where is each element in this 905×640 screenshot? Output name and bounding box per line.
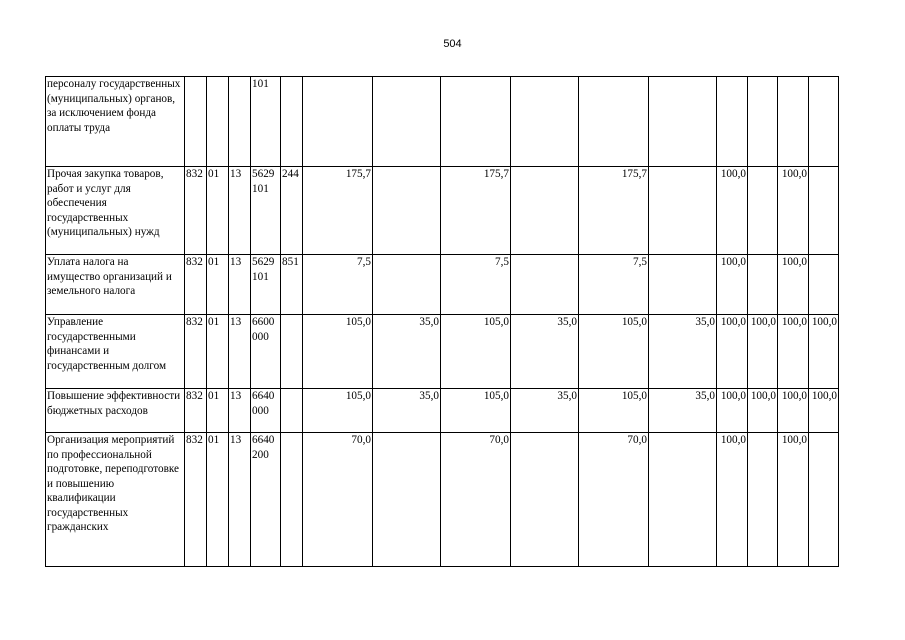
- value-2-cell: [373, 77, 441, 167]
- value-5-cell: [579, 77, 649, 167]
- row-name-cell: Управление государственными финансами и государственным долгом: [46, 315, 185, 389]
- code-section-cell: 01: [207, 167, 229, 255]
- value-5-cell: 175,7: [579, 167, 649, 255]
- code-section-cell: 01: [207, 255, 229, 315]
- value-6-cell: [649, 255, 717, 315]
- percent-1-cell: 100,0: [717, 167, 748, 255]
- value-4-cell: [511, 167, 579, 255]
- code-expense-type-cell: 244: [281, 167, 303, 255]
- value-2-cell: [373, 167, 441, 255]
- code-article-cell: 6640 000: [251, 389, 281, 433]
- percent-4-cell: [809, 433, 839, 567]
- code-gl-cell: [185, 77, 207, 167]
- value-3-cell: 105,0: [441, 315, 511, 389]
- row-name-cell: Прочая закупка товаров, работ и услуг для обеспечения государственных (муниципальных) нужд: [46, 167, 185, 255]
- code-article-cell: 101: [251, 77, 281, 167]
- value-5-cell: 105,0: [579, 315, 649, 389]
- percent-3-cell: [778, 77, 809, 167]
- percent-2-cell: [748, 77, 778, 167]
- row-name-cell: Повышение эффективности бюджетных расходов: [46, 389, 185, 433]
- percent-1-cell: 100,0: [717, 315, 748, 389]
- value-5-cell: 105,0: [579, 389, 649, 433]
- value-4-cell: 35,0: [511, 389, 579, 433]
- code-subsection-cell: 13: [229, 389, 251, 433]
- value-1-cell: 175,7: [303, 167, 373, 255]
- code-section-cell: 01: [207, 315, 229, 389]
- percent-2-cell: 100,0: [748, 315, 778, 389]
- value-3-cell: 175,7: [441, 167, 511, 255]
- value-6-cell: [649, 167, 717, 255]
- table-row: [46, 389, 839, 433]
- budget-table: [45, 76, 839, 567]
- value-5-cell: 7,5: [579, 255, 649, 315]
- value-2-cell: [373, 433, 441, 567]
- table-row: [46, 433, 839, 567]
- value-4-cell: 35,0: [511, 315, 579, 389]
- value-1-cell: 105,0: [303, 389, 373, 433]
- percent-3-cell: 100,0: [778, 315, 809, 389]
- percent-2-cell: [748, 167, 778, 255]
- percent-2-cell: [748, 433, 778, 567]
- value-4-cell: [511, 433, 579, 567]
- value-2-cell: [373, 255, 441, 315]
- percent-1-cell: 100,0: [717, 433, 748, 567]
- value-2-cell: 35,0: [373, 315, 441, 389]
- code-expense-type-cell: [281, 389, 303, 433]
- percent-3-cell: 100,0: [778, 433, 809, 567]
- code-subsection-cell: 13: [229, 315, 251, 389]
- code-gl-cell: 832: [185, 315, 207, 389]
- code-article-cell: 5629 101: [251, 167, 281, 255]
- code-section-cell: 01: [207, 433, 229, 567]
- code-article-cell: 5629 101: [251, 255, 281, 315]
- table-row: [46, 315, 839, 389]
- percent-4-cell: 100,0: [809, 389, 839, 433]
- percent-3-cell: 100,0: [778, 389, 809, 433]
- value-4-cell: [511, 255, 579, 315]
- code-expense-type-cell: [281, 433, 303, 567]
- code-subsection-cell: 13: [229, 167, 251, 255]
- code-subsection-cell: 13: [229, 255, 251, 315]
- value-3-cell: 7,5: [441, 255, 511, 315]
- table-row: [46, 77, 839, 167]
- value-2-cell: 35,0: [373, 389, 441, 433]
- code-article-cell: 6600 000: [251, 315, 281, 389]
- percent-1-cell: 100,0: [717, 255, 748, 315]
- value-6-cell: 35,0: [649, 315, 717, 389]
- value-6-cell: 35,0: [649, 389, 717, 433]
- table-row: [46, 167, 839, 255]
- value-6-cell: [649, 77, 717, 167]
- code-expense-type-cell: [281, 77, 303, 167]
- value-1-cell: 7,5: [303, 255, 373, 315]
- code-section-cell: [207, 77, 229, 167]
- code-expense-type-cell: [281, 315, 303, 389]
- value-1-cell: 105,0: [303, 315, 373, 389]
- table-row: [46, 255, 839, 315]
- percent-2-cell: 100,0: [748, 389, 778, 433]
- percent-4-cell: [809, 77, 839, 167]
- value-1-cell: [303, 77, 373, 167]
- value-3-cell: 105,0: [441, 389, 511, 433]
- code-gl-cell: 832: [185, 433, 207, 567]
- percent-1-cell: [717, 77, 748, 167]
- code-gl-cell: 832: [185, 167, 207, 255]
- percent-3-cell: 100,0: [778, 167, 809, 255]
- code-gl-cell: 832: [185, 389, 207, 433]
- value-5-cell: 70,0: [579, 433, 649, 567]
- code-subsection-cell: 13: [229, 433, 251, 567]
- row-name-cell: Организация мероприятий по профессиональной подготовке, переподготовке и повышению квалификации государственных гражданских: [46, 433, 185, 567]
- percent-2-cell: [748, 255, 778, 315]
- value-3-cell: [441, 77, 511, 167]
- value-4-cell: [511, 77, 579, 167]
- row-name-cell: Уплата налога на имущество организаций и земельного налога: [46, 255, 185, 315]
- code-gl-cell: 832: [185, 255, 207, 315]
- code-section-cell: 01: [207, 389, 229, 433]
- percent-1-cell: 100,0: [717, 389, 748, 433]
- percent-3-cell: 100,0: [778, 255, 809, 315]
- value-1-cell: 70,0: [303, 433, 373, 567]
- value-6-cell: [649, 433, 717, 567]
- code-expense-type-cell: 851: [281, 255, 303, 315]
- code-subsection-cell: [229, 77, 251, 167]
- row-name-cell: персоналу государственных (муниципальных) органов, за исключением фонда оплаты труда: [46, 77, 185, 167]
- percent-4-cell: 100,0: [809, 315, 839, 389]
- percent-4-cell: [809, 167, 839, 255]
- percent-4-cell: [809, 255, 839, 315]
- value-3-cell: 70,0: [441, 433, 511, 567]
- page-number: 504: [443, 38, 462, 50]
- code-article-cell: 6640 200: [251, 433, 281, 567]
